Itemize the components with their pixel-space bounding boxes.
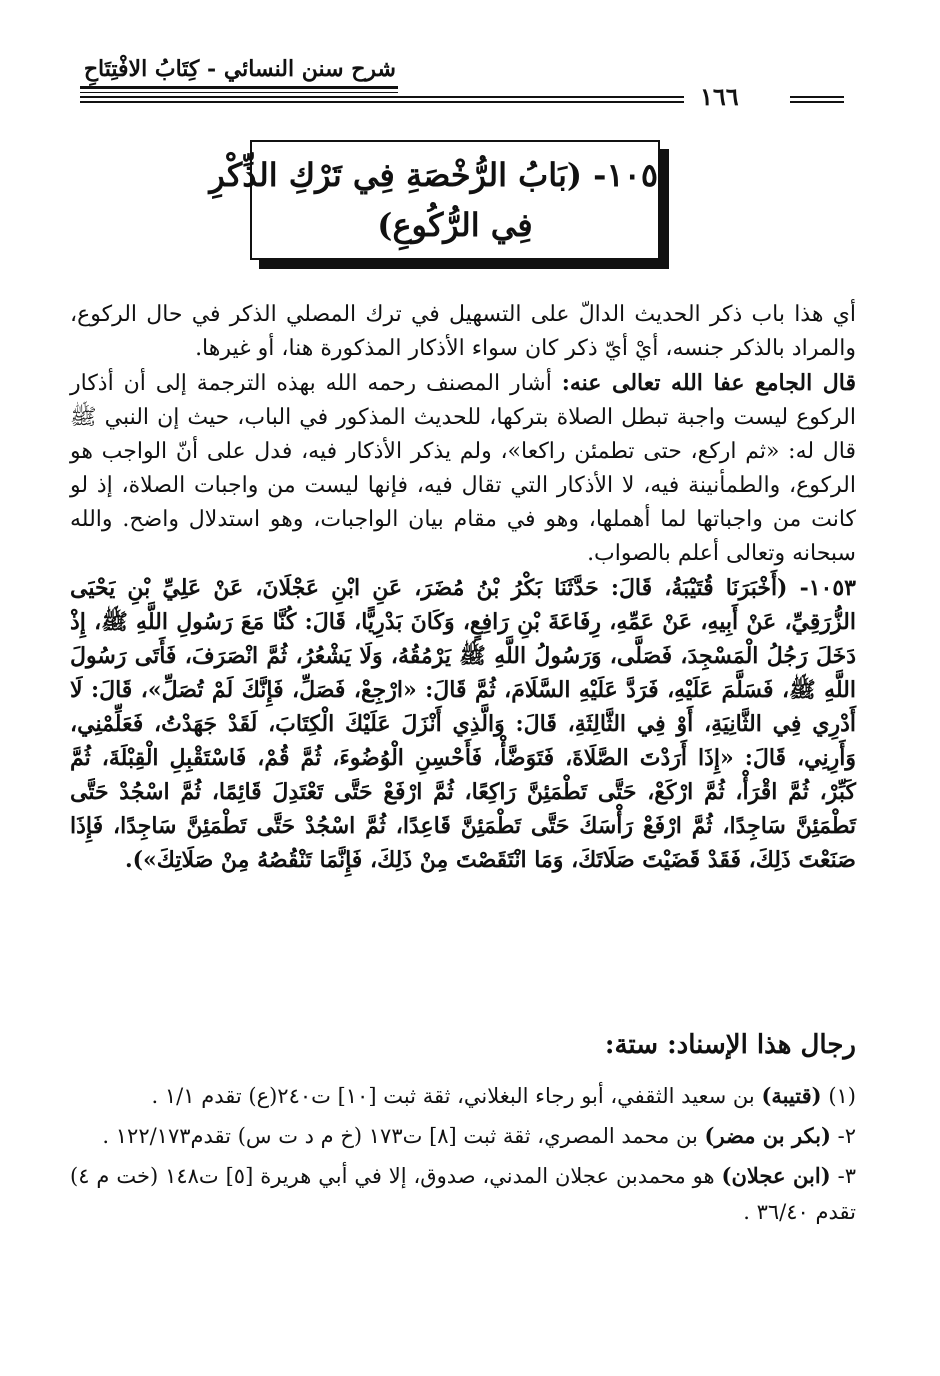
page-number: ١٦٦	[700, 82, 739, 111]
narrator-details: هو محمدبن عجلان المدني، صدوق، إلا في أبي هريرة [٥] ت١٤٨ (خت م ٤) تقدم ٣٦/٤٠ .	[70, 1164, 856, 1224]
commentary-lead: قال الجامع عفا الله تعالى عنه:	[561, 370, 856, 396]
chapter-title-line-2: فِي الرُّكُوعِ)	[377, 206, 533, 244]
paragraph-intro: أي هذا باب ذكر الحديث الدالّ على التسهيل في ترك المصلي الذكر في حال الركوع، والمراد بالذكر جنسه، أيْ أيّ ذكر كان سواء الأذكار المذكورة هنا، أو غيرها.	[70, 302, 856, 361]
narrator-name: (بكر بن مضر)	[704, 1123, 831, 1148]
chapter-title-line-1: ١٠٥- (بَابُ الرُّخْصَةِ فِي تَرْكِ الذِّكْرِ	[209, 156, 658, 194]
narrator-entry	[70, 1158, 856, 1230]
chapter-title-box	[209, 140, 660, 260]
narrator-number: ٣-	[837, 1164, 856, 1188]
narrator-details: بن محمد المصري، ثقة ثبت [٨] ت١٧٣ (خ م د ت س) تقدم١٢٢/١٧٣ .	[102, 1124, 705, 1148]
commentary-text: أشار المصنف رحمه الله بهذه الترجمة إلى أن أذكار الركوع ليست واجبة تبطل الصلاة بتركها، للحديث المذكور في الباب، حيث إن النبي ﷺ قال له: «ثم اركع، حتى تطمئن راكعا»، ولم يذكر الأذكار فيه، فدل على أنّ الواجب هو الركوع، والطمأنينة فيه، لا الأذكار التي تقال فيه، فإنها ليست من واجبات الصلاة، إذ لو كانت من واجباتها لما أهملها، وهو في مقام بيان الواجبات، وهو استدلال واضح. والله سبحانه وتعالى أعلم بالصواب.	[70, 371, 856, 566]
narrator-number: ٢-	[837, 1124, 856, 1148]
narrator-number: (١)	[828, 1084, 856, 1108]
hadith-text: ١٠٥٣- (أَخْبَرَنَا قُتَيْبَةُ، قَالَ: حَدَّثَنَا بَكْرُ بْنُ مُضَرَ، عَنِ ابْنِ عَجْلَانَ، عَنْ عَلِيِّ بْنِ يَحْيَى الزُّرَقِيِّ، عَنْ أَبِيهِ، عَنْ عَمِّهِ، رِفَاعَةَ بْنِ رَافِعٍ، وَكَانَ بَدْرِيًّا، قَالَ: كُنَّا مَعَ رَسُولِ اللَّهِ ﷺ، إِذْ دَخَلَ رَجُلُ الْمَسْجِدَ، فَصَلَّى، وَرَسُولُ اللَّهِ ﷺ يَرْمُقُهُ، وَلَا يَشْعُرُ، ثُمَّ انْصَرَفَ، فَأَتَى رَسُولَ اللَّهِ ﷺ، فَسَلَّمَ عَلَيْهِ، فَرَدَّ عَلَيْهِ السَّلَامَ، ثُمَّ قَالَ: «ارْجِعْ، فَصَلِّ، فَإِنَّكَ لَمْ تُصَلِّ»، قَالَ: لَا أَدْرِي فِي الثَّانِيَةِ، أَوْ فِي الثَّالِثَةِ، قَالَ: وَالَّذِي أَنْزَلَ عَلَيْكَ الْكِتَابَ، لَقَدْ جَهَدْتُ، فَعَلِّمْنِي، وَأَرِنِي، قَالَ: «إِذَا أَرَدْتَ الصَّلَاةَ، فَتَوَضَّأْ، فَأَحْسِنِ الْوُضُوءَ، ثُمَّ قُمْ، فَاسْتَقْبِلِ الْقِبْلَةَ، ثُمَّ كَبِّرْ، ثُمَّ اقْرَأْ، ثُمَّ ارْكَعْ، حَتَّى تَطْمَئِنَّ رَاكِعًا، ثُمَّ ارْفَعْ حَتَّى تَعْتَدِلَ قَائِمًا، ثُمَّ اسْجُدْ حَتَّى تَطْمَئِنَّ سَاجِدًا، ثُمَّ ارْفَعْ رَأْسَكَ حَتَّى تَطْمَئِنَّ قَاعِدًا، ثُمَّ اسْجُدْ حَتَّى تَطْمَئِنَّ سَاجِدًا، فَإِذَا صَنَعْتَ ذَلِكَ، فَقَدْ قَضَيْتَ صَلَاتَكَ، وَمَا انْتَقَصْتَ مِنْ ذَلِكَ، فَإِنَّمَا تَنْقُصُهُ مِنْ صَلَاتِكَ»).	[70, 575, 856, 873]
narrators-list	[70, 1078, 856, 1234]
header-rule-right	[790, 96, 844, 103]
narrators-heading: رجال هذا الإسناد: ستة:	[604, 1030, 856, 1060]
narrator-details: بن سعيد الثقفي، أبو رجاء البغلاني، ثقة ثبت [١٠] ت٢٤٠(ع) تقدم ١/١ .	[151, 1084, 762, 1108]
narrator-entry	[70, 1118, 856, 1154]
narrator-entry	[70, 1078, 856, 1114]
narrator-name: (ابن عجلان)	[721, 1163, 831, 1188]
narrator-name: (قتيبة)	[761, 1083, 822, 1108]
header-rule-top	[80, 86, 398, 93]
paragraph-commentary	[70, 366, 856, 571]
body-text	[70, 298, 856, 877]
header-rule-left	[80, 96, 684, 103]
running-title: شرح سنن النسائي - كِتَابُ الافْتِتَاحِ	[83, 56, 396, 82]
